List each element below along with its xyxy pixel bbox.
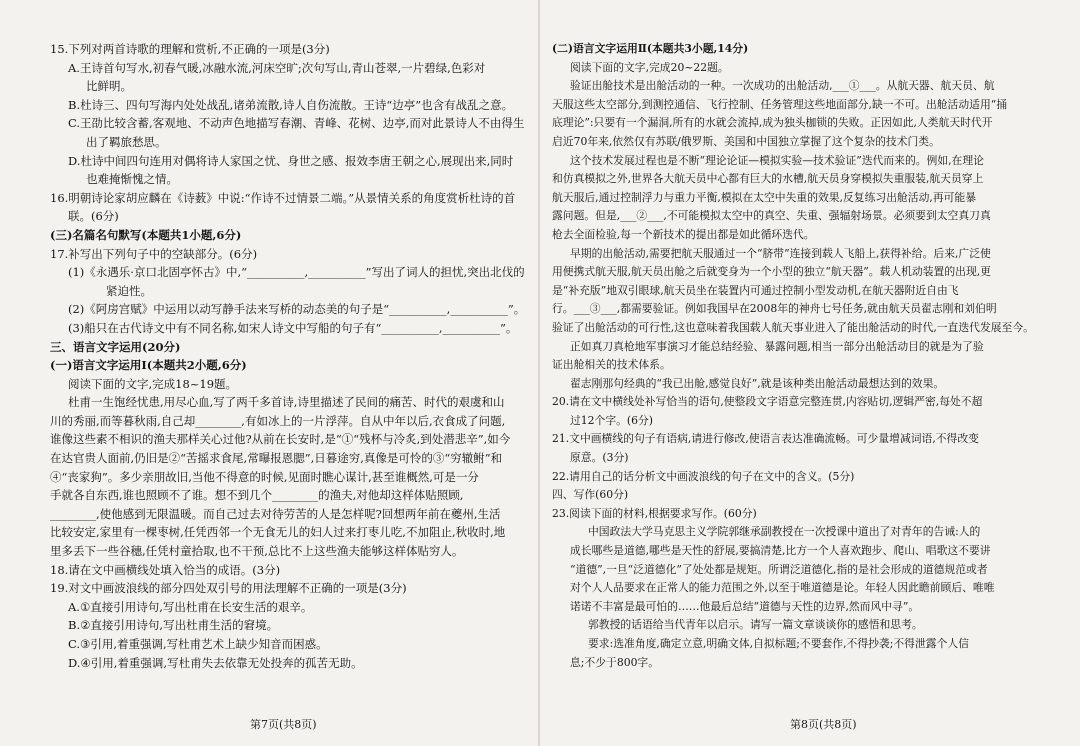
text-line: 早期的出舱活动,需要把航天服通过一个“脐带”连接到载人飞船上,获得补给。后来,广泛使 bbox=[570, 246, 991, 260]
text-line: 18.请在文中画横线处填入恰当的成语。(3分) bbox=[50, 562, 281, 577]
text-line: C.王劭比较含蓄,客观地、不动声色地描写春潮、青峰、花树、边亭,而对此景诗人不由得生 bbox=[68, 116, 525, 131]
text-line: 和仿真模拟之外,世界各大航天员中心都有巨大的水槽,航天员身穿模拟失重服装,航天员穿上 bbox=[552, 172, 984, 186]
text-line: 阅读下面的文字,完成20~22题。 bbox=[570, 60, 729, 74]
text-line: 启近70年来,依然仅有苏联/俄罗斯、美国和中国独立掌握了这个复杂的技术门类。 bbox=[552, 134, 940, 148]
text-line: 16.明朝诗论家胡应麟在《诗薮》中说:“作诗不过情景二端。”从景情关系的角度赏析杜诗的首 bbox=[50, 190, 516, 205]
text-line: 杜甫一生饱经忧患,用尽心血,写了两千多首诗,诗里描述了民间的痛苦、时代的艰虞和山 bbox=[68, 395, 505, 410]
text-line: (3)船只在古代诗文中有不同名称,如宋人诗文中写船的句子有“__________,__________”。 bbox=[68, 320, 518, 335]
text-line: 比鲜明。 bbox=[86, 79, 132, 94]
text-line: 手就各自东西,谁也照顾不了谁。想不到几个________的渔夫,对他却这样体贴照顾, bbox=[50, 488, 464, 503]
text-line: 也难掩惭愧之情。 bbox=[86, 172, 178, 187]
text-line: 出了羁旅愁思。 bbox=[86, 134, 167, 149]
text-line: (2)《阿房宫赋》中运用以动写静手法来写桥的动态美的句子是“__________,__________”。 bbox=[68, 302, 526, 317]
text-line: 川的秀丽,而等暮秋雨,自己却________,有如冰上的一片浮萍。自从中年以后,衣食成了问题, bbox=[50, 413, 506, 428]
text-line: 21.文中画横线的句子有语病,请进行修改,使语言表达准确流畅。可少量增减词语,不得改变 bbox=[552, 432, 979, 446]
text-line: 验证出舱技术是出舱活动的一种。一次成功的出舱活动,___①___。从航天器、航天员、航 bbox=[570, 79, 995, 93]
text-line: B.杜诗三、四句写海内处处战乱,诸弟流散,诗人自伤流散。王诗“边亭”也含有战乱之意。 bbox=[68, 97, 514, 112]
text-line: 天服这些太空部分,到测控通信、飞行控制、任务管理这些地面部分,缺一不可。出舱活动适用“捅 bbox=[552, 97, 1008, 111]
text-line: ________,使他感到无限温暖。而自己过去对待劳苦的人是怎样呢?回想两年前在夔州,生活 bbox=[50, 506, 501, 521]
text-line: 露问题。但是,___②___,不可能模拟太空中的真空、失重、强辐射场景。必须要到太空真刀真 bbox=[552, 209, 991, 223]
text-line: 证出舱相关的技术体系。 bbox=[552, 358, 671, 372]
text-line: 19.对文中画波浪线的部分四处双引号的用法理解不正确的一项是(3分) bbox=[50, 581, 407, 596]
text-line: 成长哪些是道德,哪些是天性的舒展,要搞清楚,比方一个人喜欢跑步、爬山、唱歌这不要讲 bbox=[570, 544, 991, 558]
text-line: ④“丧家狗”。多少亲朋故旧,当他不得意的时候,见面时瞧心谋计,甚至谁概然,可是一分 bbox=[50, 469, 479, 484]
right-page-footer: 第8页(共8页) bbox=[790, 718, 857, 731]
text-line: 紧迫性。 bbox=[106, 283, 152, 298]
text-line: 中国政法大学马克思主义学院郭继承副教授在一次授课中道出了对青年的告诫:人的 bbox=[588, 525, 981, 539]
text-line: 行。___③___,都需要验证。例如我国早在2008年的神舟七号任务,就由航天员翟志刚和刘伯明 bbox=[552, 302, 997, 316]
text-line: B.②直接引用诗句,写出杜甫生活的窘境。 bbox=[68, 618, 279, 633]
text-line: “道德”,一旦“泛道德化”了处处都是规矩。所谓泛道德化,指的是社会形成的道德规范或者 bbox=[570, 562, 988, 576]
text-line: 这个技术发展过程也是不断“理论论证—模拟实验—技术验证”迭代而来的。例如,在理论 bbox=[570, 153, 984, 167]
text-line: 用便携式航天服,航天员出舱之后就变身为一个小型的独立“航天器”。载人机动装置的出现,更 bbox=[552, 265, 991, 279]
text-line: 联。(6分) bbox=[68, 209, 119, 224]
text-line: 比较安定,家里有一棵枣树,任凭西邻一个无食无儿的妇人过来打枣儿吃,不加阻止,秋收时,地 bbox=[50, 525, 506, 540]
left-page-footer: 第7页(共8页) bbox=[250, 718, 317, 731]
text-line: 在达官贵人面前,仍旧是②“苦摇求食尾,常曝报恩腮”,日暮途穷,真像是可怜的③“穷辙鲋”和 bbox=[50, 451, 503, 466]
text-line: D.④引用,着重强调,写杜甫失去依靠无处投奔的孤苦无助。 bbox=[68, 655, 363, 670]
text-line: 22.请用自己的话分析文中画波浪线的句子在文中的含义。(5分) bbox=[552, 469, 855, 483]
text-line: A.王诗首句写水,初春气暖,冰融水流,河床空旷;次句写山,青山苍翠,一片碧绿,色彩对 bbox=[68, 60, 486, 75]
text-line: C.③引用,着重强调,写杜甫艺术上缺少知音而困惑。 bbox=[68, 637, 328, 651]
text-line: 底理论”:只要有一个漏洞,所有的水就会流掉,成为独头枷锁的失败。正因如此,人类航天时代开 bbox=[552, 116, 993, 130]
text-line: 谁像这些素不相识的渔夫那样关心过他?从前在长安时,是“①“残杯与冷炙,到处潜悲辛”,如今 bbox=[50, 432, 511, 447]
text-line: 17.补写出下列句子中的空缺部分。(6分) bbox=[50, 246, 258, 261]
text-line: 诺诺不丰富是最可怕的……他最后总结“道德与天性的边界,然而风中寻”。 bbox=[570, 599, 920, 613]
text-line: (1)《永遇乐·京口北固亭怀古》中,“__________,__________”写出了词人的担忧,突出北伐的 bbox=[68, 265, 525, 280]
text-line: 原意。(3分) bbox=[570, 451, 629, 465]
text-line: 郭教授的话语给当代青年以启示。请写一篇文章谈谈你的感悟和思考。 bbox=[588, 618, 923, 632]
text-line: 验证了出舱活动的可行性,这也意味着我国载人航天事业进入了能出舱活动的时代,一直迭代发展至今。 bbox=[552, 320, 1034, 334]
text-line: 正如真刀真枪地军事演习才能总结经验、暴露问题,相当一部分出舱活动目的就是为了验 bbox=[570, 339, 984, 353]
text-line: 四、写作(60分) bbox=[552, 488, 629, 502]
text-line: D.杜诗中间四句连用对偶将诗人家国之忧、身世之感、报效李唐王朝之心,展现出来,同时 bbox=[68, 153, 514, 168]
text-line: 航天服后,通过控制浮力与重力平衡,模拟在太空中失重的效果,反复练习出舱活动,再可能暴 bbox=[552, 190, 977, 204]
right-page bbox=[540, 0, 1080, 746]
text-line: 要求:选准角度,确定立意,明确文体,自拟标题;不要套作,不得抄袭;不得泄露个人信 bbox=[588, 637, 969, 650]
text-line: 对个人人品要求在正常人的能力范围之外,以至于唯道德是论。年轻人因此瞻前顾后、唯唯 bbox=[570, 581, 995, 595]
left-page-text bbox=[50, 40, 530, 672]
text-line: 翟志刚那句经典的“我已出舱,感觉良好”,就是该种类出舱活动最想达到的效果。 bbox=[570, 376, 945, 390]
text-line: (一)语言文字运用Ⅰ(本题共2小题,6分) bbox=[50, 358, 247, 373]
right-page-text bbox=[552, 40, 1050, 672]
text-line: (二)语言文字运用Ⅱ(本题共3小题,14分) bbox=[552, 42, 749, 55]
text-line: 过12个字。(6分) bbox=[570, 413, 654, 427]
text-line: 三、语言文字运用(20分) bbox=[50, 339, 181, 354]
text-line: 23.阅读下面的材料,根据要求写作。(60分) bbox=[552, 506, 757, 520]
text-line: 20.请在文中横线处补写恰当的语句,使整段文字语意完整连贯,内容贴切,逻辑严密,每处不超 bbox=[552, 395, 983, 409]
text-line: A.①直接引用诗句,写出杜甫在长安生活的艰辛。 bbox=[68, 599, 313, 614]
text-line: 15.下列对两首诗歌的理解和赏析,不正确的一项是(3分) bbox=[50, 42, 330, 56]
text-line: (三)名篇名句默写(本题共1小题,6分) bbox=[50, 227, 242, 242]
text-line: 息;不少于800字。 bbox=[570, 655, 660, 669]
text-line: 阅读下面的文字,完成18~19题。 bbox=[68, 376, 238, 391]
text-line: 枪去全面检验,每一个新技术的提出都是如此循环迭代。 bbox=[552, 227, 815, 241]
text-line: 里多丢下一些谷穗,任凭村童拾取,也不干预,总比不上这些渔夫能够这样体贴穷人。 bbox=[50, 544, 464, 559]
text-line: 是“补充版”地双引眼球,航天员坐在装置内可通过控制小型发动机,在航天器附近自由飞 bbox=[552, 283, 959, 297]
